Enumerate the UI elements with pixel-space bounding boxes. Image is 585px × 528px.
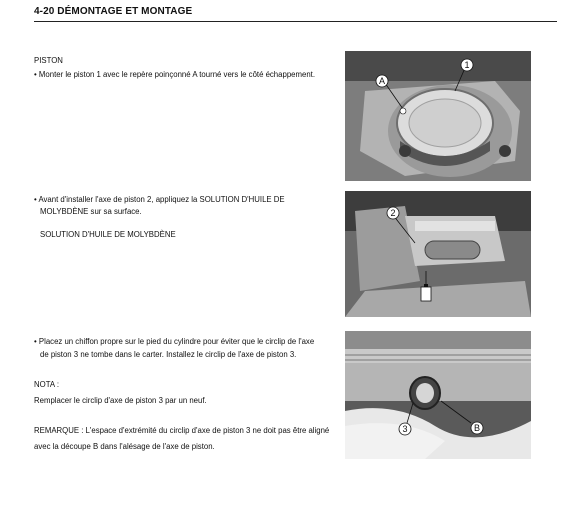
callout-2 (387, 207, 399, 219)
instruction-circlip-line2: de piston 3 ne tombe dans le carter. Installez le circlip de l'axe de piston 3. (40, 350, 297, 359)
callout-1 (461, 59, 473, 71)
page-header-title: 4-20 DÉMONTAGE ET MONTAGE (34, 6, 193, 17)
photo-circlip (345, 331, 531, 459)
nota-label: NOTA : (34, 380, 59, 389)
svg-text:A: A (378, 76, 386, 86)
svg-text:3: 3 (402, 424, 408, 434)
header-divider (34, 21, 557, 22)
section-heading-piston: PISTON (34, 56, 63, 65)
callout-A (376, 75, 388, 87)
callout-B (471, 422, 483, 434)
remarque-line1: REMARQUE : L'espace d'extrémité du circlip d'axe de piston 3 ne doit pas être aligné (34, 426, 330, 435)
photo-piston-pin (345, 191, 531, 317)
svg-text:1: 1 (464, 60, 470, 70)
instruction-apply-oil-line1: • Avant d'installer l'axe de piston 2, appliquez la SOLUTION D'HUILE DE (34, 195, 285, 204)
svg-text:2: 2 (390, 208, 396, 218)
callout-3 (399, 423, 411, 435)
instruction-apply-oil-line2: MOLYBDÈNE sur sa surface. (40, 207, 142, 216)
nota-text: Remplacer le circlip d'axe de piston 3 par un neuf. (34, 396, 207, 405)
note-molybdenum-solution: SOLUTION D'HUILE DE MOLYBDÈNE (40, 230, 176, 239)
instruction-mount-piston: • Monter le piston 1 avec le repère poinçonné A tourné vers le côté échappement. (34, 70, 315, 79)
remarque-line2: avec la découpe B dans l'alésage de l'axe de piston. (34, 442, 215, 451)
svg-text:B: B (473, 423, 481, 433)
instruction-circlip-line1: • Placez un chiffon propre sur le pied du cylindre pour éviter que le circlip de l'axe (34, 337, 315, 346)
photo-piston-mounting (345, 51, 531, 181)
